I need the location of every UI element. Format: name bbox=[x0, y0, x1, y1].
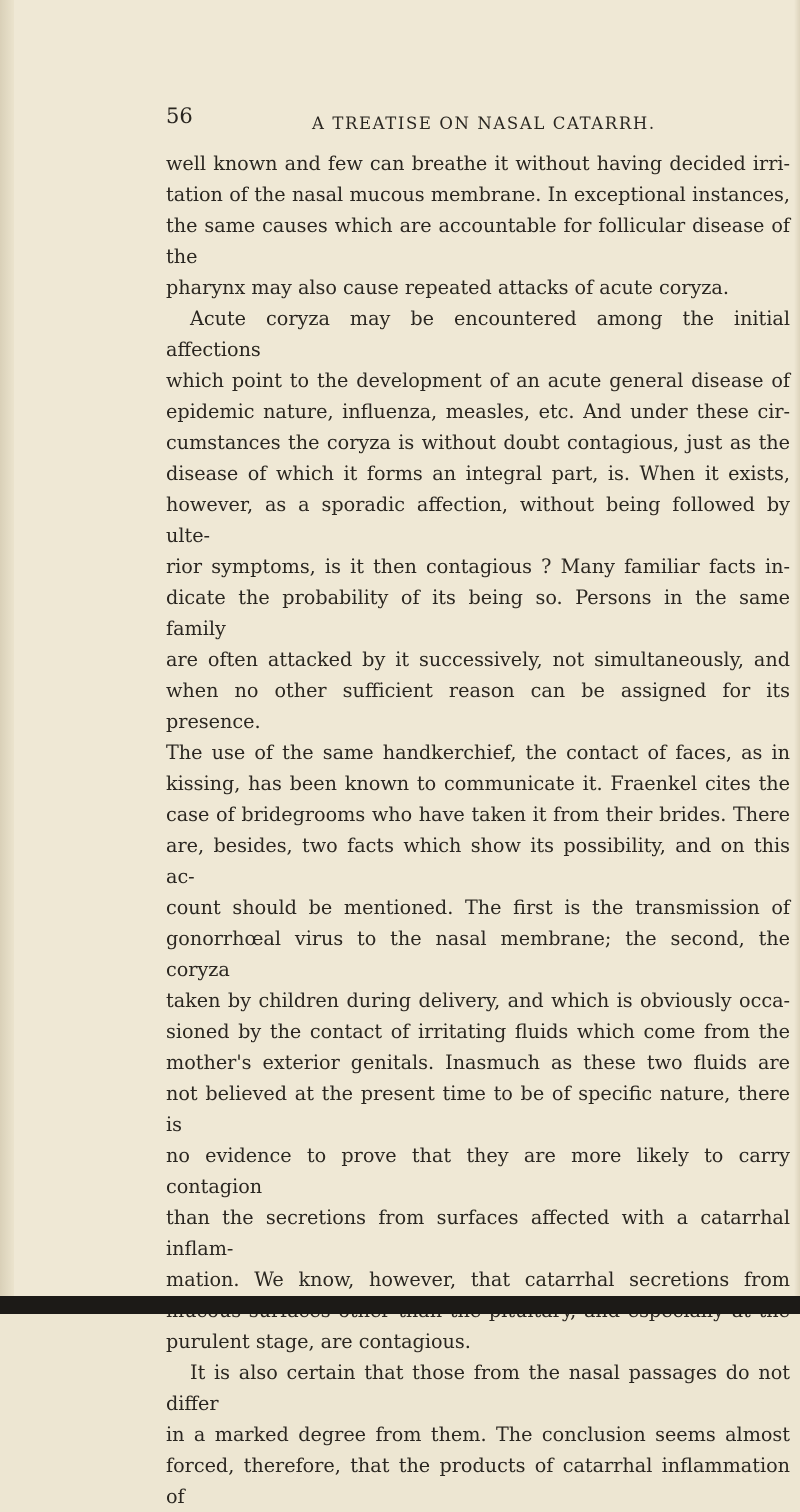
text-line: however, as a sporadic affection, without being followed by ulte- bbox=[166, 493, 790, 547]
text-line: are, besides, two facts which show its possibility, and on this ac- bbox=[166, 834, 790, 888]
scan-bottom-edge bbox=[0, 1296, 800, 1314]
text-line: taken by children during delivery, and which is obviously occa- bbox=[166, 989, 790, 1012]
text-line: forced, therefore, that the products of catarrhal inflammation of bbox=[166, 1454, 790, 1508]
text-line: Acute coryza may be encountered among the initial affections bbox=[166, 307, 790, 361]
text-line: pharynx may also cause repeated attacks of acute coryza. bbox=[166, 276, 729, 299]
text-line: no evidence to prove that they are more likely to carry contagion bbox=[166, 1144, 790, 1198]
text-line: case of bridegrooms who have taken it from their brides. There bbox=[166, 803, 790, 826]
page-gutter-shadow bbox=[0, 0, 14, 1314]
text-line: the same causes which are accountable for follicular disease of the bbox=[166, 214, 790, 268]
page-number: 56 bbox=[166, 104, 193, 128]
text-line: sioned by the contact of irritating fluids which come from the bbox=[166, 1020, 790, 1043]
text-line: count should be mentioned. The first is the transmission of bbox=[166, 896, 790, 919]
text-line: cumstances the coryza is without doubt contagious, just as the bbox=[166, 431, 790, 454]
text-line: kissing, has been known to communicate it. Fraenkel cites the bbox=[166, 772, 790, 795]
text-line: than the secretions from surfaces affected with a catarrhal inflam- bbox=[166, 1206, 790, 1260]
text-line: dicate the probability of its being so. Persons in the same family bbox=[166, 586, 790, 640]
text-line: tation of the nasal mucous membrane. In exceptional instances, bbox=[166, 183, 790, 206]
text-line: are often attacked by it successively, not simultaneously, and bbox=[166, 648, 790, 671]
text-line: rior symptoms, is it then contagious ? Many familiar facts in- bbox=[166, 555, 790, 578]
text-line: epidemic nature, influenza, measles, etc. And under these cir- bbox=[166, 400, 790, 423]
text-line: when no other sufficient reason can be assigned for its presence. bbox=[166, 679, 790, 733]
text-line: mation. We know, however, that catarrhal secretions from bbox=[166, 1268, 790, 1291]
text-line: gonorrhœal virus to the nasal membrane; the second, the coryza bbox=[166, 927, 790, 981]
running-head: A TREATISE ON NASAL CATARRH. bbox=[312, 114, 656, 133]
text-line: well known and few can breathe it without having decided irri- bbox=[166, 152, 790, 175]
page-edge bbox=[794, 0, 800, 1314]
text-line: which point to the development of an acute general disease of bbox=[166, 369, 790, 392]
text-line: not believed at the present time to be of specific nature, there is bbox=[166, 1082, 790, 1136]
text-line: disease of which it forms an integral part, is. When it exists, bbox=[166, 462, 790, 485]
page-header bbox=[166, 104, 766, 142]
text-line: purulent stage, are contagious. bbox=[166, 1330, 471, 1353]
text-line: mother's exterior genitals. Inasmuch as these two fluids are bbox=[166, 1051, 790, 1074]
text-line: in a marked degree from them. The conclusion seems almost bbox=[166, 1423, 790, 1446]
text-line: The use of the same handkerchief, the contact of faces, as in bbox=[166, 741, 790, 764]
text-line: It is also certain that those from the nasal passages do not differ bbox=[166, 1361, 790, 1415]
